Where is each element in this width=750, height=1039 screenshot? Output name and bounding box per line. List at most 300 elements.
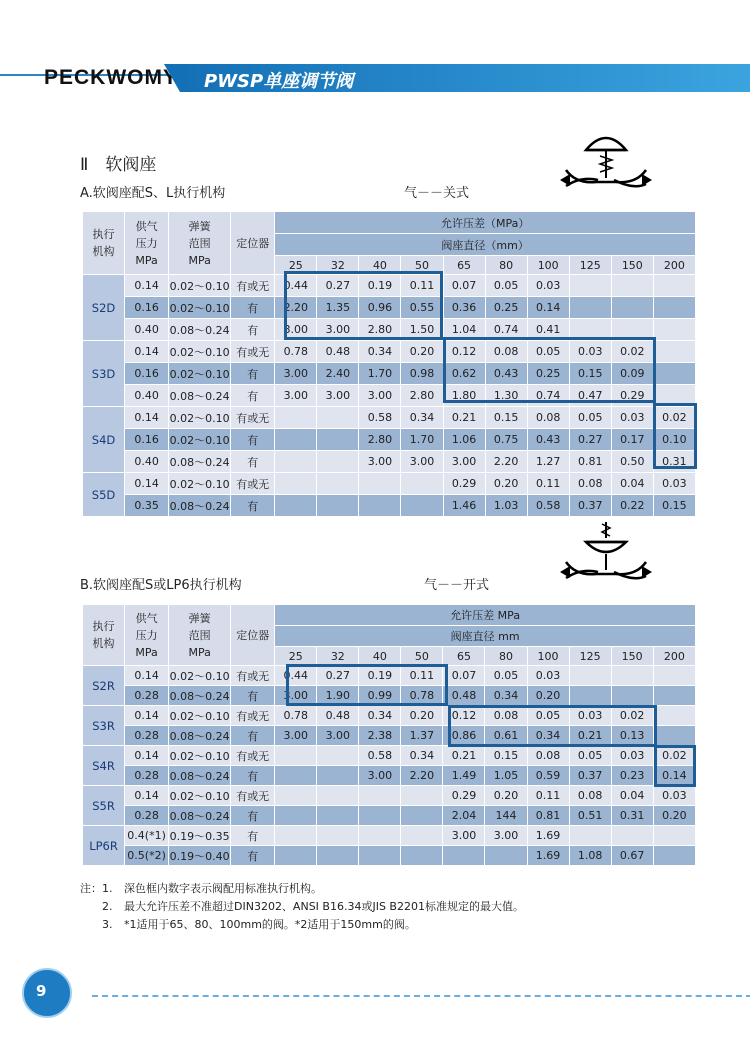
value-cell: 0.04 xyxy=(611,786,653,806)
table-row xyxy=(83,407,696,429)
value-cell: 0.98 xyxy=(401,363,443,385)
value-cell: 1.46 xyxy=(443,495,485,517)
positioner-cell: 有或无 xyxy=(231,275,275,297)
value-cell: 0.21 xyxy=(443,407,485,429)
table-a-mode: 气－－关式 xyxy=(404,186,470,201)
value-cell xyxy=(359,473,401,495)
value-cell: 0.81 xyxy=(527,806,569,826)
value-cell xyxy=(653,726,695,746)
highlight-box xyxy=(284,271,443,340)
value-cell xyxy=(653,297,695,319)
value-cell: 0.44 xyxy=(275,666,317,686)
value-cell: 1.70 xyxy=(401,429,443,451)
value-cell xyxy=(611,275,653,297)
value-cell: 0.48 xyxy=(317,341,359,363)
page-badge xyxy=(22,968,72,1018)
value-cell: 0.44 xyxy=(275,275,317,297)
header-allowable-pressure: 允许压差 MPa xyxy=(275,605,696,626)
value-cell: 0.05 xyxy=(569,746,611,766)
value-cell xyxy=(569,297,611,319)
value-cell: 0.08 xyxy=(569,786,611,806)
value-cell: 0.67 xyxy=(611,846,653,866)
value-cell: 0.05 xyxy=(569,407,611,429)
positioner-cell: 有 xyxy=(231,846,275,866)
value-cell xyxy=(401,846,443,866)
value-cell: 0.29 xyxy=(443,786,485,806)
positioner-cell: 有 xyxy=(231,385,275,407)
table-row xyxy=(83,495,696,517)
supply-cell: 0.14 xyxy=(125,666,169,686)
value-cell: 0.12 xyxy=(443,706,485,726)
unit-label: S5D xyxy=(83,473,125,517)
value-cell xyxy=(275,746,317,766)
value-cell: 0.58 xyxy=(359,746,401,766)
value-cell: 0.27 xyxy=(317,275,359,297)
table-row xyxy=(83,846,696,866)
value-cell: 3.00 xyxy=(275,726,317,746)
supply-cell: 0.4(*1) xyxy=(125,826,169,846)
spring-cell: 0.19～0.40 xyxy=(169,846,231,866)
spring-cell: 0.02～0.10 xyxy=(169,706,231,726)
value-cell: 0.58 xyxy=(359,407,401,429)
unit-label: S3D xyxy=(83,341,125,407)
supply-cell: 0.35 xyxy=(125,495,169,517)
value-cell: 2.40 xyxy=(317,363,359,385)
value-cell: 0.23 xyxy=(611,766,653,786)
supply-cell: 0.5(*2) xyxy=(125,846,169,866)
header-unit: 执行 机构 xyxy=(83,605,125,666)
header-seat-diameter: 阀座直径（mm） xyxy=(275,234,696,256)
value-cell xyxy=(653,666,695,686)
value-cell: 2.20 xyxy=(485,451,527,473)
value-cell: 0.34 xyxy=(359,706,401,726)
valve-closed-icon xyxy=(556,128,656,200)
value-cell: 1.80 xyxy=(443,385,485,407)
value-cell: 1.27 xyxy=(527,451,569,473)
value-cell: 0.34 xyxy=(401,407,443,429)
value-cell: 0.11 xyxy=(527,473,569,495)
value-cell: 1.90 xyxy=(317,686,359,706)
positioner-cell: 有或无 xyxy=(231,706,275,726)
value-cell: 0.96 xyxy=(359,297,401,319)
value-cell xyxy=(317,495,359,517)
table-row xyxy=(83,473,696,495)
value-cell: 0.15 xyxy=(485,407,527,429)
value-cell: 0.25 xyxy=(485,297,527,319)
value-cell: 0.15 xyxy=(653,495,695,517)
value-cell: 2.20 xyxy=(401,766,443,786)
value-cell xyxy=(359,826,401,846)
unit-label: S2R xyxy=(83,666,125,706)
table-row xyxy=(83,429,696,451)
value-cell xyxy=(401,473,443,495)
note-text: 深色框内数字表示阀配用标准执行机构。 xyxy=(124,882,322,895)
spring-cell: 0.19～0.35 xyxy=(169,826,231,846)
value-cell: 3.00 xyxy=(317,385,359,407)
supply-cell: 0.40 xyxy=(125,451,169,473)
value-cell: 0.14 xyxy=(527,297,569,319)
notes-prefix: 注： xyxy=(80,882,102,895)
supply-cell: 0.28 xyxy=(125,806,169,826)
supply-cell: 0.14 xyxy=(125,786,169,806)
value-cell: 1.37 xyxy=(401,726,443,746)
spring-cell: 0.08～0.24 xyxy=(169,495,231,517)
unit-label: S2D xyxy=(83,275,125,341)
supply-cell: 0.14 xyxy=(125,341,169,363)
diameter-header: 40 xyxy=(359,647,401,666)
value-cell xyxy=(275,826,317,846)
value-cell: 0.78 xyxy=(275,341,317,363)
value-cell: 0.03 xyxy=(611,746,653,766)
value-cell: 0.74 xyxy=(527,385,569,407)
header-allowable-pressure: 允许压差（MPa） xyxy=(275,212,696,234)
value-cell: 0.03 xyxy=(611,407,653,429)
header-supply: 供气 压力 MPa xyxy=(125,212,169,275)
table-a-caption: A.软阀座配S、L执行机构 xyxy=(80,186,226,201)
value-cell: 0.02 xyxy=(611,341,653,363)
value-cell: 1.03 xyxy=(485,495,527,517)
value-cell: 0.11 xyxy=(401,275,443,297)
positioner-cell: 有 xyxy=(231,451,275,473)
diameter-header: 100 xyxy=(527,256,569,275)
value-cell xyxy=(275,473,317,495)
value-cell xyxy=(317,846,359,866)
spring-cell: 0.08～0.24 xyxy=(169,451,231,473)
positioner-cell: 有或无 xyxy=(231,746,275,766)
spring-cell: 0.08～0.24 xyxy=(169,319,231,341)
diameter-header: 200 xyxy=(653,647,695,666)
value-cell: 3.00 xyxy=(317,319,359,341)
supply-cell: 0.14 xyxy=(125,275,169,297)
highlight-box xyxy=(653,403,697,469)
spring-cell: 0.08～0.24 xyxy=(169,686,231,706)
value-cell: 0.11 xyxy=(401,666,443,686)
value-cell: 0.08 xyxy=(527,407,569,429)
header-spring: 弹簧 范围 MPa xyxy=(169,605,231,666)
value-cell: 0.10 xyxy=(653,429,695,451)
diameter-header: 80 xyxy=(485,256,527,275)
supply-cell: 0.16 xyxy=(125,363,169,385)
value-cell: 0.29 xyxy=(611,385,653,407)
value-cell xyxy=(569,666,611,686)
value-cell: 0.36 xyxy=(443,297,485,319)
header-title: PWSP单座调节阀 xyxy=(204,71,354,92)
value-cell: 0.03 xyxy=(527,666,569,686)
spring-cell: 0.02～0.10 xyxy=(169,341,231,363)
diameter-header: 50 xyxy=(401,256,443,275)
highlight-box xyxy=(286,664,448,706)
value-cell: 0.09 xyxy=(611,363,653,385)
value-cell: 0.03 xyxy=(653,473,695,495)
value-cell xyxy=(317,473,359,495)
value-cell xyxy=(401,495,443,517)
value-cell: 3.00 xyxy=(443,826,485,846)
positioner-cell: 有或无 xyxy=(231,666,275,686)
value-cell: 0.78 xyxy=(401,686,443,706)
unit-label: S4D xyxy=(83,407,125,473)
value-cell: 0.08 xyxy=(569,473,611,495)
value-cell xyxy=(569,686,611,706)
value-cell: 0.43 xyxy=(527,429,569,451)
value-cell: 1.04 xyxy=(443,319,485,341)
table-row xyxy=(83,826,696,846)
highlight-box xyxy=(654,745,696,787)
supply-cell: 0.14 xyxy=(125,473,169,495)
table-row xyxy=(83,746,696,766)
value-cell: 3.00 xyxy=(485,826,527,846)
value-cell xyxy=(317,806,359,826)
value-cell: 0.51 xyxy=(569,806,611,826)
value-cell: 0.20 xyxy=(527,686,569,706)
positioner-cell: 有 xyxy=(231,686,275,706)
value-cell: 0.08 xyxy=(527,746,569,766)
value-cell xyxy=(401,786,443,806)
value-cell: 2.80 xyxy=(401,385,443,407)
value-cell: 0.81 xyxy=(569,451,611,473)
value-cell: 0.17 xyxy=(611,429,653,451)
section-title: Ⅱ 软阀座 xyxy=(80,155,157,175)
unit-label: LP6R xyxy=(83,826,125,866)
note-text: *1适用于65、80、100mm的阀。*2适用于150mm的阀。 xyxy=(124,918,416,931)
value-cell: 2.20 xyxy=(275,297,317,319)
value-cell: 0.47 xyxy=(569,385,611,407)
value-cell xyxy=(359,806,401,826)
value-cell: 0.05 xyxy=(485,275,527,297)
value-cell xyxy=(275,786,317,806)
positioner-cell: 有 xyxy=(231,363,275,385)
spring-cell: 0.02～0.10 xyxy=(169,786,231,806)
value-cell xyxy=(275,451,317,473)
value-cell: 2.04 xyxy=(443,806,485,826)
value-cell xyxy=(653,363,695,385)
positioner-cell: 有 xyxy=(231,766,275,786)
value-cell xyxy=(359,786,401,806)
value-cell: 0.02 xyxy=(653,746,695,766)
value-cell: 1.06 xyxy=(443,429,485,451)
value-cell: 0.21 xyxy=(569,726,611,746)
value-cell: 0.19 xyxy=(359,275,401,297)
value-cell: 0.03 xyxy=(653,786,695,806)
value-cell: 0.27 xyxy=(569,429,611,451)
header-unit: 执行 机构 xyxy=(83,212,125,275)
diameter-header: 80 xyxy=(485,647,527,666)
table-b-mode: 气－－开式 xyxy=(424,578,490,593)
supply-cell: 0.40 xyxy=(125,385,169,407)
valve-open-icon xyxy=(556,520,656,592)
value-cell: 0.11 xyxy=(527,786,569,806)
table-row xyxy=(83,766,696,786)
value-cell: 0.20 xyxy=(485,786,527,806)
value-cell xyxy=(275,806,317,826)
value-cell xyxy=(653,686,695,706)
value-cell: 0.37 xyxy=(569,495,611,517)
spring-cell: 0.02～0.10 xyxy=(169,363,231,385)
value-cell xyxy=(653,275,695,297)
value-cell: 3.00 xyxy=(401,451,443,473)
diameter-header: 150 xyxy=(611,647,653,666)
positioner-cell: 有 xyxy=(231,826,275,846)
supply-cell: 0.28 xyxy=(125,766,169,786)
value-cell xyxy=(317,429,359,451)
value-cell: 0.08 xyxy=(485,341,527,363)
value-cell: 0.74 xyxy=(485,319,527,341)
positioner-cell: 有或无 xyxy=(231,786,275,806)
value-cell xyxy=(569,826,611,846)
diameter-header: 25 xyxy=(275,256,317,275)
supply-cell: 0.40 xyxy=(125,319,169,341)
value-cell: 1.08 xyxy=(569,846,611,866)
diameter-header: 32 xyxy=(317,256,359,275)
supply-cell: 0.16 xyxy=(125,429,169,451)
value-cell: 0.20 xyxy=(653,806,695,826)
value-cell: 0.25 xyxy=(527,363,569,385)
diameter-header: 50 xyxy=(401,647,443,666)
diameter-header: 150 xyxy=(611,256,653,275)
value-cell xyxy=(317,766,359,786)
value-cell: 0.48 xyxy=(443,686,485,706)
spring-cell: 0.08～0.24 xyxy=(169,806,231,826)
value-cell xyxy=(359,846,401,866)
diameter-header: 65 xyxy=(443,647,485,666)
positioner-cell: 有 xyxy=(231,495,275,517)
positioner-cell: 有 xyxy=(231,319,275,341)
spring-cell: 0.02～0.10 xyxy=(169,746,231,766)
value-cell: 2.80 xyxy=(359,319,401,341)
value-cell xyxy=(359,495,401,517)
value-cell: 0.31 xyxy=(653,451,695,473)
value-cell xyxy=(485,846,527,866)
unit-label: S5R xyxy=(83,786,125,826)
value-cell: 0.43 xyxy=(485,363,527,385)
highlight-box xyxy=(448,705,657,747)
value-cell: 1.69 xyxy=(527,846,569,866)
supply-cell: 0.28 xyxy=(125,726,169,746)
value-cell: 0.05 xyxy=(485,666,527,686)
value-cell: 0.34 xyxy=(485,686,527,706)
table-row xyxy=(83,806,696,826)
value-cell: 0.08 xyxy=(485,706,527,726)
value-cell: 0.34 xyxy=(527,726,569,746)
value-cell: 1.49 xyxy=(443,766,485,786)
value-cell xyxy=(275,766,317,786)
value-cell xyxy=(443,846,485,866)
spring-cell: 0.02～0.10 xyxy=(169,666,231,686)
value-cell: 3.00 xyxy=(443,451,485,473)
value-cell xyxy=(317,786,359,806)
value-cell: 2.38 xyxy=(359,726,401,746)
value-cell: 0.05 xyxy=(527,706,569,726)
value-cell xyxy=(401,806,443,826)
positioner-cell: 有 xyxy=(231,806,275,826)
value-cell: 1.05 xyxy=(485,766,527,786)
value-cell: 0.48 xyxy=(317,706,359,726)
value-cell: 0.27 xyxy=(317,666,359,686)
value-cell: 0.12 xyxy=(443,341,485,363)
value-cell xyxy=(653,341,695,363)
header-positioner: 定位器 xyxy=(231,605,275,666)
value-cell: 0.31 xyxy=(611,806,653,826)
value-cell: 3.00 xyxy=(275,385,317,407)
value-cell: 0.02 xyxy=(653,407,695,429)
spring-cell: 0.02～0.10 xyxy=(169,407,231,429)
value-cell xyxy=(401,826,443,846)
value-cell: 0.58 xyxy=(527,495,569,517)
value-cell: 1.30 xyxy=(485,385,527,407)
value-cell: 0.07 xyxy=(443,666,485,686)
header-spring: 弹簧 范围 MPa xyxy=(169,212,231,275)
positioner-cell: 有或无 xyxy=(231,407,275,429)
supply-cell: 0.14 xyxy=(125,706,169,726)
table-b-caption: B.软阀座配S或LP6执行机构 xyxy=(80,578,242,593)
diameter-header: 200 xyxy=(653,256,695,275)
value-cell xyxy=(275,495,317,517)
header-seat-diameter: 阀座直径 mm xyxy=(275,626,696,647)
value-cell xyxy=(653,319,695,341)
value-cell: 3.00 xyxy=(359,385,401,407)
positioner-cell: 有 xyxy=(231,726,275,746)
value-cell: 0.15 xyxy=(569,363,611,385)
supply-cell: 0.14 xyxy=(125,407,169,429)
value-cell: 0.34 xyxy=(401,746,443,766)
header-supply: 供气 压力 MPa xyxy=(125,605,169,666)
value-cell: 0.22 xyxy=(611,495,653,517)
diameter-header: 25 xyxy=(275,647,317,666)
value-cell: 0.78 xyxy=(275,706,317,726)
header-positioner: 定位器 xyxy=(231,212,275,275)
value-cell: 2.80 xyxy=(359,429,401,451)
value-cell xyxy=(275,846,317,866)
value-cell: 0.15 xyxy=(485,746,527,766)
value-cell: 0.21 xyxy=(443,746,485,766)
value-cell: 0.99 xyxy=(359,686,401,706)
value-cell xyxy=(653,826,695,846)
value-cell: 0.50 xyxy=(611,451,653,473)
diameter-header: 32 xyxy=(317,647,359,666)
diameter-header: 40 xyxy=(359,256,401,275)
value-cell: 0.20 xyxy=(485,473,527,495)
value-cell xyxy=(611,297,653,319)
footer-rule xyxy=(92,995,750,997)
value-cell: 0.04 xyxy=(611,473,653,495)
value-cell: 0.86 xyxy=(443,726,485,746)
value-cell: 0.19 xyxy=(359,666,401,686)
table-row xyxy=(83,451,696,473)
highlight-box xyxy=(443,337,656,403)
value-cell xyxy=(653,846,695,866)
value-cell: 0.03 xyxy=(569,341,611,363)
positioner-cell: 有 xyxy=(231,429,275,451)
value-cell xyxy=(275,429,317,451)
value-cell xyxy=(317,451,359,473)
value-cell: 0.75 xyxy=(485,429,527,451)
brand-logo: PECKWOMY xyxy=(44,66,178,89)
value-cell: 1.69 xyxy=(527,826,569,846)
value-cell: 0.14 xyxy=(653,766,695,786)
spring-cell: 0.02～0.10 xyxy=(169,275,231,297)
value-cell xyxy=(275,407,317,429)
value-cell xyxy=(317,746,359,766)
positioner-cell: 有 xyxy=(231,297,275,319)
value-cell: 0.07 xyxy=(443,275,485,297)
spring-cell: 0.08～0.24 xyxy=(169,766,231,786)
spring-cell: 0.02～0.10 xyxy=(169,429,231,451)
spring-cell: 0.08～0.24 xyxy=(169,726,231,746)
value-cell xyxy=(611,686,653,706)
spring-cell: 0.02～0.10 xyxy=(169,473,231,495)
table-row xyxy=(83,786,696,806)
value-cell: 0.02 xyxy=(611,706,653,726)
positioner-cell: 有或无 xyxy=(231,473,275,495)
